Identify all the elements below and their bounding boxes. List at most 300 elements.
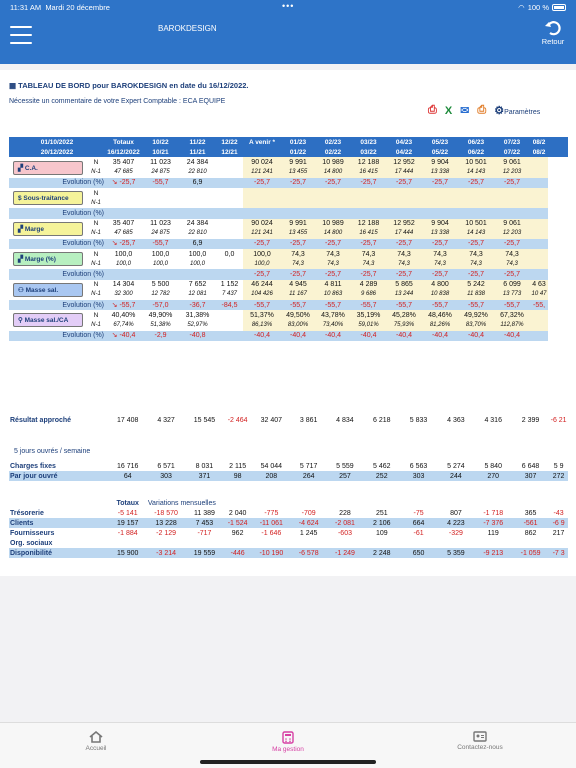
value-evolution: -25,7	[315, 178, 351, 188]
value-n1: 75,93%	[386, 320, 422, 330]
value-evolution: -25,7	[386, 178, 422, 188]
value-evolution-text: -25,7	[119, 240, 136, 248]
value-n	[530, 188, 548, 198]
value-evolution: -25,7	[458, 239, 494, 249]
section-row-n1	[9, 320, 568, 330]
chart-line-icon: ▞	[18, 164, 25, 172]
value-n: 48,46%	[422, 310, 458, 320]
excel-icon[interactable]: X	[444, 104, 453, 117]
calculator-icon	[282, 731, 294, 744]
down-arrow-icon: ↘	[111, 332, 120, 340]
section-button-5[interactable]	[13, 313, 83, 327]
value-n: 49,92%	[458, 310, 494, 320]
value-n1: 13 244	[386, 290, 422, 300]
value-n1: 47 685	[114, 169, 133, 176]
summary-value: 64	[109, 471, 147, 481]
value-n1: 100,0	[190, 260, 206, 267]
section-label: Marge (%)	[24, 256, 56, 264]
value-n1	[530, 229, 548, 239]
summary-row	[9, 538, 568, 548]
summary-value: 217	[552, 529, 565, 537]
value-evolution	[494, 208, 530, 218]
value-evolution	[530, 239, 548, 249]
value-n1	[142, 198, 179, 208]
column-header: 05/22	[422, 147, 458, 157]
value-n: 100,0	[188, 250, 207, 258]
section-row-n1	[9, 198, 568, 208]
value-n1: 22 810	[188, 169, 207, 176]
value-evolution: -25,7	[494, 178, 530, 188]
column-header: 02/23	[315, 137, 351, 147]
value-n1	[179, 198, 216, 208]
summary-row	[9, 518, 568, 528]
summary-value: -1 884	[117, 529, 138, 537]
summary-value: 371	[185, 471, 223, 481]
section-row-n1	[9, 259, 568, 269]
value-evolution	[216, 208, 243, 218]
value-n	[458, 188, 494, 198]
value-evolution: -2,9	[142, 331, 179, 341]
value-n1: 7 437	[222, 291, 238, 298]
summary-value: 1 245	[299, 529, 318, 537]
value-n1: 14 143	[458, 168, 494, 178]
summary-value	[147, 538, 185, 548]
summary-value: 2 040	[228, 509, 247, 517]
column-header: 11/22	[179, 137, 216, 147]
tab-contactez-nous[interactable]	[440, 731, 520, 751]
section-row-n	[9, 188, 568, 198]
summary-value: 2 399	[521, 416, 540, 424]
summary-value	[437, 538, 474, 548]
summary-value	[364, 538, 400, 548]
summary-value: 13 228	[147, 518, 185, 528]
summary-value	[400, 538, 437, 548]
value-n1: 10 838	[422, 290, 458, 300]
column-header: 01/23	[281, 137, 315, 147]
value-n1: 59,01%	[351, 320, 386, 330]
value-n1: 16 415	[351, 229, 386, 239]
value-n1: 104 426	[243, 290, 281, 300]
section-row-n	[9, 219, 568, 229]
value-evolution: 6,9	[179, 178, 216, 188]
value-evolution: -40,4	[351, 331, 386, 341]
value-n: 31,38%	[185, 311, 210, 319]
value-n1: 100,0	[116, 260, 132, 267]
section-row-n1	[9, 168, 568, 178]
summary-value: -3 214	[147, 548, 185, 558]
summary-value: 208	[252, 471, 291, 481]
value-n1: 73,40%	[315, 320, 351, 330]
summary-value: 19 559	[185, 548, 223, 558]
value-n1: 11 838	[458, 290, 494, 300]
dollar-icon: $	[18, 195, 24, 203]
value-n: 4 63	[530, 280, 548, 290]
value-evolution: -25,7	[494, 269, 530, 279]
summary-value	[109, 538, 147, 548]
value-n	[243, 188, 281, 198]
mail-icon[interactable]: ✉	[460, 105, 470, 117]
status-time: 11:31 AM	[10, 2, 42, 12]
table-icon: ▦	[9, 81, 19, 90]
summary-value: -2 464	[227, 416, 248, 424]
n-label: N	[93, 158, 99, 166]
summary-value: -6 9	[549, 518, 568, 528]
value-evolution	[105, 269, 142, 279]
column-header: 10/22	[142, 137, 179, 147]
summary-value: 5 9	[553, 462, 564, 470]
value-n1	[530, 198, 548, 208]
column-header: 08/2	[530, 137, 548, 147]
contact-card-icon	[473, 731, 487, 742]
summary-value: -2 129	[156, 529, 177, 537]
section-label-cell	[9, 157, 87, 177]
value-evolution: -25,7	[243, 239, 281, 249]
summary-value: -61	[413, 529, 424, 537]
summary-label: Org. sociaux	[10, 539, 53, 547]
value-n: 45,28%	[386, 310, 422, 320]
hamburger-menu-icon[interactable]	[10, 26, 32, 44]
value-evolution: -40,4	[494, 331, 530, 341]
header-filler	[548, 137, 568, 147]
value-evolution	[315, 208, 351, 218]
summary-label: Disponibilité	[9, 548, 109, 558]
value-n: 35,19%	[351, 310, 386, 320]
evolution-label: Evolution (%)	[9, 300, 105, 310]
status-bar	[0, 0, 576, 14]
value-n: 14 304	[112, 281, 135, 289]
summary-value: 7 453	[185, 518, 223, 528]
column-header: 08/2	[530, 147, 548, 157]
value-n: 74,3	[386, 249, 422, 259]
value-n: 40,40%	[111, 311, 136, 319]
value-evolution: -25,7	[351, 178, 386, 188]
value-n: 11 023	[150, 220, 171, 228]
dashboard-heading	[9, 81, 249, 90]
value-n: 9 991	[281, 219, 315, 229]
section-label: C.A.	[24, 164, 38, 172]
value-n: 51,37%	[243, 310, 281, 320]
value-n	[105, 188, 142, 198]
value-n: 74,3	[422, 249, 458, 259]
summary-value: 5 274	[447, 462, 465, 470]
value-n	[530, 157, 548, 167]
summary-value: 5 359	[437, 548, 474, 558]
value-evolution	[458, 208, 494, 218]
charges-table	[9, 461, 568, 481]
value-evolution	[530, 269, 548, 279]
summary-value: -1 718	[483, 509, 504, 517]
value-n: 74,3	[494, 249, 530, 259]
summary-value: -329	[448, 529, 463, 537]
summary-value: 272	[549, 471, 568, 481]
value-n	[530, 219, 548, 229]
value-n: 12 188	[351, 157, 386, 167]
summary-value: 5 717	[299, 462, 318, 470]
value-n1: 14 143	[458, 229, 494, 239]
value-evolution: -55,	[530, 300, 548, 310]
column-header: 11/21	[179, 147, 216, 157]
summary-value: 5 833	[409, 416, 428, 424]
value-n: 35 407	[112, 158, 135, 166]
summary-value: -1 059	[512, 548, 549, 558]
summary-value	[291, 538, 326, 548]
summary-value: 2 248	[364, 548, 400, 558]
value-evolution: -40,4	[281, 331, 315, 341]
value-n: 5 242	[458, 280, 494, 290]
value-evolution: -25,7	[243, 269, 281, 279]
column-header: 12/21	[216, 147, 243, 157]
summary-value: 5 840	[484, 462, 502, 470]
gear-icon: ⚙	[494, 105, 505, 117]
value-n: 5 865	[386, 280, 422, 290]
summary-value: 4 316	[484, 416, 502, 424]
value-n	[216, 188, 243, 198]
value-n	[142, 188, 179, 198]
summary-value: -6 578	[291, 548, 326, 558]
summary-value: 257	[326, 471, 363, 481]
tab-accueil[interactable]	[56, 731, 136, 752]
value-evolution	[422, 208, 458, 218]
value-n	[216, 219, 243, 229]
value-n1	[216, 168, 243, 178]
summary-value: -7 376	[475, 518, 512, 528]
value-n1	[243, 198, 281, 208]
value-evolution: -25,7	[494, 239, 530, 249]
value-n1	[281, 198, 315, 208]
column-header: 06/22	[458, 147, 494, 157]
summary-row	[9, 548, 568, 558]
value-n1	[530, 168, 548, 178]
value-n1: 13 773	[494, 290, 530, 300]
value-evolution: -36,7	[179, 300, 216, 310]
value-evolution	[179, 269, 216, 279]
value-evolution: -55,7	[142, 178, 179, 188]
section-button-0[interactable]	[13, 161, 83, 175]
value-n	[530, 310, 548, 320]
summary-label: Par jour ouvré	[9, 471, 109, 481]
summary-value: -10 190	[252, 548, 291, 558]
value-n1: 74,3	[494, 259, 530, 269]
summary-value: 4 834	[336, 416, 354, 424]
value-evolution: -55,7	[386, 300, 422, 310]
n1-label: N-1	[91, 199, 101, 206]
value-n: 12 952	[386, 219, 422, 229]
value-n: 100,0	[243, 249, 281, 259]
value-n1: 74,3	[458, 259, 494, 269]
section-button-4[interactable]	[13, 283, 83, 297]
n-label: N	[93, 250, 99, 258]
summary-value: 6 218	[372, 416, 391, 424]
summary-value: 5 559	[336, 462, 354, 470]
summary-value: -603	[337, 529, 352, 537]
dashboard-table	[9, 137, 568, 341]
value-n1: 14 800	[315, 168, 351, 178]
summary-row	[9, 471, 568, 481]
value-n: 12 952	[386, 157, 422, 167]
value-evolution	[216, 331, 243, 341]
section-label-cell	[9, 249, 87, 269]
down-arrow-icon: ↘	[111, 301, 120, 309]
summary-value: -5 141	[117, 509, 138, 517]
dashboard-heading-text: TABLEAU DE BORD pour BAROKDESIGN en date du 16/12/2022.	[18, 81, 249, 90]
tab-ma-gestion-label: Ma gestion	[272, 746, 304, 753]
value-n1	[530, 259, 548, 269]
summary-value: -561	[512, 518, 549, 528]
value-n1	[422, 198, 458, 208]
value-n	[530, 249, 548, 259]
section-button-2[interactable]	[13, 222, 83, 236]
value-evolution	[105, 178, 142, 188]
value-evolution: -57,0	[142, 300, 179, 310]
value-evolution	[105, 208, 142, 218]
summary-value: 303	[400, 471, 437, 481]
n-label: N	[93, 281, 99, 289]
value-n1: 74,3	[422, 259, 458, 269]
evolution-row	[9, 178, 568, 188]
summary-value: 109	[375, 529, 388, 537]
value-evolution: -84,5	[216, 300, 243, 310]
value-n1: 16 415	[351, 168, 386, 178]
section-row-n	[9, 157, 568, 167]
summary-label: Trésorerie	[10, 509, 44, 517]
down-arrow-icon: ↘	[111, 240, 120, 248]
value-evolution: -25,7	[422, 269, 458, 279]
summary-value: -446	[224, 548, 252, 558]
column-header: 04/23	[386, 137, 422, 147]
section-row-n1	[9, 229, 568, 239]
summary-value: -775	[264, 509, 279, 517]
value-evolution: -40,4	[243, 331, 281, 341]
summary-value: -1 249	[326, 548, 363, 558]
value-n1: 17 444	[386, 168, 422, 178]
section-label-cell	[9, 280, 87, 300]
value-evolution: -55,7	[458, 300, 494, 310]
value-n1: 13 455	[281, 229, 315, 239]
value-evolution-text: -55,7	[119, 301, 136, 309]
value-evolution	[281, 208, 315, 218]
value-evolution: -25,7	[243, 178, 281, 188]
back-button[interactable]	[536, 20, 570, 46]
pdf-icon[interactable]: ⎙	[428, 104, 437, 116]
value-n: 11 023	[150, 158, 171, 166]
section-label-cell	[9, 310, 87, 330]
column-header: 20/12/2022	[9, 147, 105, 157]
summary-value: 252	[364, 471, 400, 481]
summary-value: 664	[400, 518, 437, 528]
value-n1	[105, 198, 142, 208]
value-n	[216, 310, 243, 320]
parametres-button[interactable]	[494, 104, 540, 117]
section-row-n1	[9, 290, 568, 300]
value-n1: 74,3	[315, 259, 351, 269]
value-evolution: -40,4	[422, 331, 458, 341]
column-header: 06/23	[458, 137, 494, 147]
dashboard-panel	[0, 70, 576, 576]
summary-value	[549, 538, 568, 548]
column-header	[243, 147, 281, 157]
value-n: 6 099	[494, 280, 530, 290]
section-button-3[interactable]	[13, 252, 83, 266]
back-label: Retour	[541, 37, 565, 46]
column-header: 04/22	[386, 147, 422, 157]
multitask-dots-icon[interactable]: •••	[282, 1, 295, 11]
value-n1: 10 47	[530, 290, 548, 300]
value-n: 74,3	[315, 249, 351, 259]
print-icon[interactable]: ⎙	[477, 104, 487, 116]
value-evolution: -55,7	[142, 239, 179, 249]
value-n: 9 061	[494, 219, 530, 229]
summary-value: 17 408	[117, 416, 139, 424]
value-n	[216, 157, 243, 167]
value-n1: 13 338	[422, 229, 458, 239]
value-n1: 12 782	[151, 291, 170, 298]
value-evolution: -25,7	[281, 269, 315, 279]
summary-value: 862	[524, 529, 537, 537]
summary-value: 119	[487, 529, 499, 537]
section-label: Marge	[24, 225, 44, 233]
resultat-table	[9, 415, 568, 425]
value-evolution: -25,7	[315, 269, 351, 279]
summary-value	[475, 538, 512, 548]
section-button-1[interactable]	[13, 191, 83, 205]
summary-value: 2 115	[229, 462, 247, 470]
evolution-row	[9, 331, 568, 341]
value-evolution	[142, 269, 179, 279]
value-n	[386, 188, 422, 198]
summary-value: -6 21	[550, 416, 567, 424]
value-evolution-text: -40,4	[119, 332, 136, 340]
summary-value: -4 624	[291, 518, 326, 528]
value-n1: 83,00%	[281, 320, 315, 330]
summary-value: 962	[231, 529, 244, 537]
tab-ma-gestion[interactable]	[248, 731, 328, 753]
summary-value: 264	[291, 471, 326, 481]
value-evolution: -40,4	[458, 331, 494, 341]
summary-label: Clients	[9, 518, 109, 528]
value-n: 90 024	[243, 157, 281, 167]
summary-value: 3 861	[299, 416, 318, 424]
value-n	[351, 188, 386, 198]
value-evolution	[142, 208, 179, 218]
person-icon: ⚲	[18, 317, 25, 325]
value-evolution	[105, 300, 142, 310]
value-n1: 12 203	[494, 229, 530, 239]
value-evolution	[216, 239, 243, 249]
summary-value: 807	[450, 509, 462, 517]
bar-chart-icon: ▞	[18, 225, 25, 233]
value-n: 7 652	[188, 281, 207, 289]
summary-row	[9, 415, 568, 425]
section-label: Masse sal.	[25, 286, 59, 294]
value-evolution	[530, 208, 548, 218]
value-n: 24 384	[186, 220, 209, 228]
summary-value: 228	[339, 509, 351, 517]
section-label-cell	[9, 219, 87, 239]
summary-value: 11 389	[194, 509, 215, 517]
summary-value: 6 648	[521, 462, 540, 470]
column-header: 12/22	[216, 137, 243, 147]
summary-row	[9, 461, 568, 471]
days-label: 5 jours ouvrés / semaine	[14, 448, 91, 455]
home-icon	[89, 731, 103, 743]
value-evolution	[105, 331, 142, 341]
value-n: 49,50%	[281, 310, 315, 320]
value-evolution: -25,7	[422, 178, 458, 188]
summary-value: -717	[197, 529, 212, 537]
refresh-back-icon	[544, 20, 562, 36]
value-n1	[216, 259, 243, 269]
value-n1	[216, 198, 243, 208]
